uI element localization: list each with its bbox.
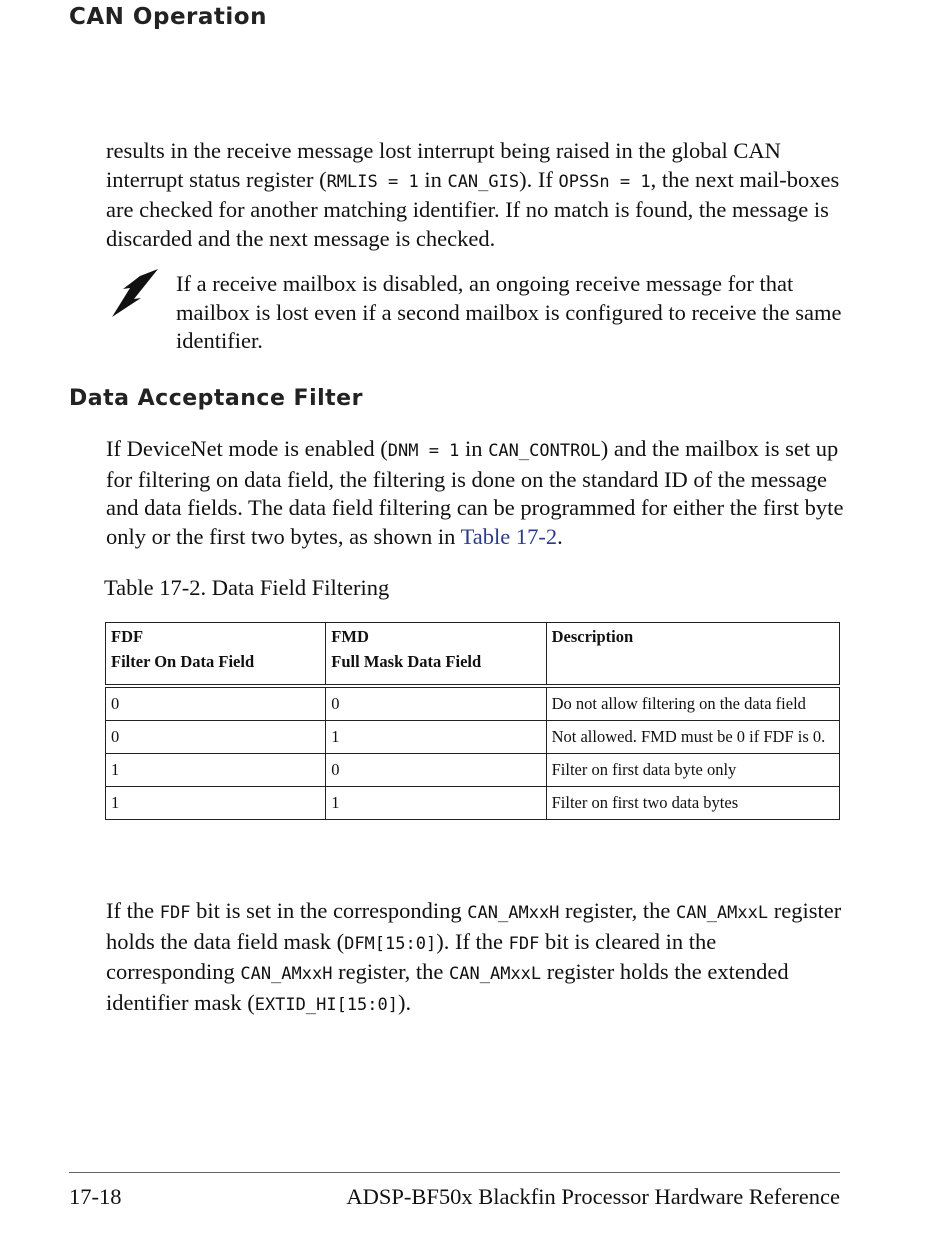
cell-fdf: 0: [106, 686, 326, 721]
cell-description: Filter on first data byte only: [546, 754, 839, 787]
table-caption: Table 17-2. Data Field Filtering: [104, 575, 390, 600]
table-row: [106, 787, 840, 820]
cell-fmd: 0: [326, 754, 546, 787]
intro-paragraph: results in the receive message lost interrupt being raised in the global CAN interrupt status register (RMLIS = 1 in CAN_GIS). If OPSSn = 1, the next mail-boxes are checked for another matching identifier. If no match is found, the message is discarded and the next message is checked.: [106, 138, 840, 252]
table-row: [106, 754, 840, 787]
page-number: 17-18: [69, 1184, 122, 1209]
header-fmd: FMD Full Mask Data Field: [326, 623, 546, 687]
cell-description: Not allowed. FMD must be 0 if FDF is 0.: [546, 721, 839, 754]
header-description: Description: [546, 623, 839, 687]
cell-fdf: 1: [106, 754, 326, 787]
data-field-filtering-table: [105, 622, 840, 820]
running-head-title: CAN Operation: [69, 4, 267, 30]
footer-divider: [69, 1172, 840, 1173]
cell-description: Do not allow filtering on the data field: [546, 686, 839, 721]
book-title: ADSP-BF50x Blackfin Processor Hardware Reference: [346, 1184, 840, 1209]
cell-description: Filter on first two data bytes: [546, 787, 839, 820]
cell-fmd: 0: [326, 686, 546, 721]
table-row: [106, 721, 840, 754]
cell-fdf: 1: [106, 787, 326, 820]
cell-fdf: 0: [106, 721, 326, 754]
table-row: [106, 686, 840, 721]
cell-fmd: 1: [326, 787, 546, 820]
caution-lightning-icon: [110, 268, 160, 318]
acceptance-paragraph: If DeviceNet mode is enabled (DNM = 1 in CAN_CONTROL) and the mailbox is set up for filtering on data field, the filtering is done on the standard ID of the message and data fields. The data field filtering can be programmed for either the first byte only or the first two bytes, as shown in Table 17-2.: [106, 436, 844, 550]
mask-paragraph: If the FDF bit is set in the corresponding CAN_AMxxH register, the CAN_AMxxL register holds the data field mask (DFM[15:0]). If the FDF bit is cleared in the corresponding CAN_AMxxH register, the CAN_AMxxL register holds the extended identifier mask (EXTID_HI[15:0]).: [106, 898, 842, 1016]
table-17-2-link[interactable]: Table 17-2: [460, 524, 558, 550]
cell-fmd: 1: [326, 721, 546, 754]
header-fdf: FDF Filter On Data Field: [106, 623, 326, 687]
table-header-row: [106, 623, 840, 687]
caution-note-text: If a receive mailbox is disabled, an ongoing receive message for that mailbox is lost even if a second mailbox is configured to receive the same identifier.: [176, 271, 842, 354]
section-heading: Data Acceptance Filter: [69, 386, 363, 411]
